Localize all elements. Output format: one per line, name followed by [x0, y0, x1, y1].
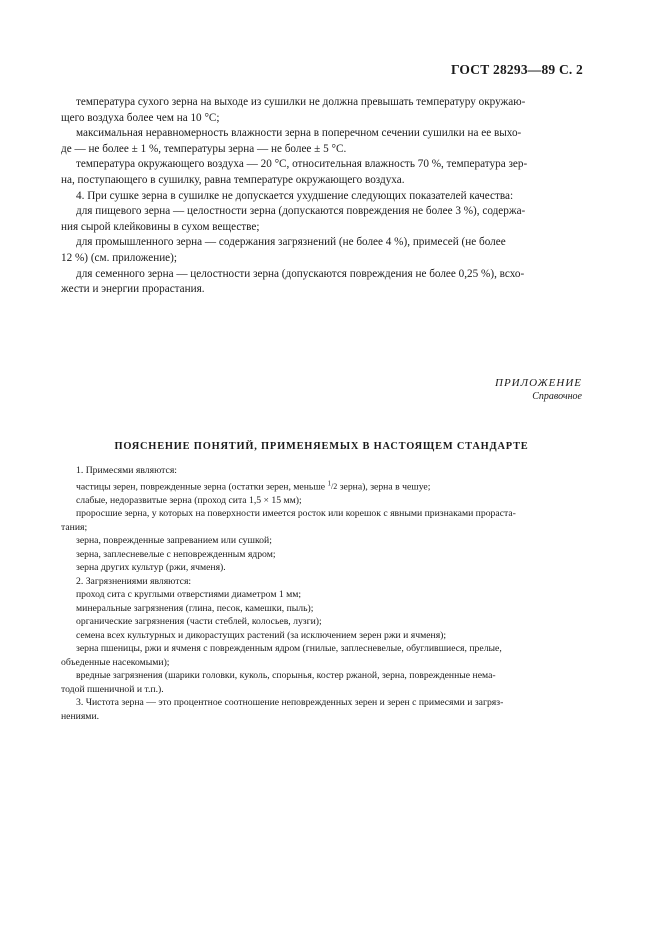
- fraction-numerator: 1: [327, 479, 332, 488]
- text-line: 4. При сушке зерна в сушилке не допускается ухудшение следующих показателей качества:: [76, 189, 514, 202]
- text-line: де — не более ± 1 %, температуры зерна — не более ± 5 °С.: [61, 142, 347, 155]
- text-line: семена всех культурных и дикорастущих растений (за исключением зерен ржи и ячменя);: [76, 629, 447, 641]
- text-fragment: частицы зерен, поврежденные зерна (остатки зерен, меньше: [76, 481, 328, 493]
- text-line: нениями.: [61, 710, 100, 722]
- text-line: вредные загрязнения (шарики головки, куколь, спорынья, костер ржаной, зерна, поврежденные нема-: [76, 670, 496, 682]
- text-line: для семенного зерна — целостности зерна (допускаются повреждения не более 0,25 %), всхо-: [76, 267, 525, 280]
- text-fragment: зерна), зерна в чешуе;: [337, 481, 431, 493]
- text-line: температура окружающего воздуха — 20 °С, относительная влажность 70 %, температура зер-: [76, 158, 528, 171]
- text-line: для промышленного зерна — содержания загрязнений (не более 4 %), примесей (не более: [76, 236, 506, 249]
- text-line: проход сита с круглыми отверстиями диаметром 1 мм;: [76, 589, 302, 601]
- fraction-denominator: /2: [331, 482, 338, 492]
- text-line: для пищевого зерна — целостности зерна (допускаются повреждения не более 3 %), содержа-: [76, 205, 526, 218]
- section-definitions: [61, 464, 582, 723]
- text-line: 3. Чистота зерна — это процентное соотношение неповрежденных зерен и зерен с примесями и загряз-: [76, 697, 504, 709]
- text-line: ния сырой клейковины в сухом веществе;: [61, 220, 260, 233]
- text-line: органические загрязнения (части стеблей, колосьев, лузги);: [76, 616, 322, 628]
- text-line: объеденные насекомыми);: [61, 656, 170, 668]
- fraction-half: [327, 479, 338, 492]
- text-line: зерна, заплесневелые с неповрежденным ядром;: [76, 548, 276, 560]
- text-line: максимальная неравномерность влажности зерна в поперечном сечении сушилки на ее выхо-: [76, 127, 522, 140]
- text-line: щего воздуха более чем на 10 °С;: [61, 111, 220, 124]
- text-line: температура сухого зерна на выходе из сушилки не должна превышать температуру окружаю-: [76, 96, 526, 108]
- appendix-subtitle: Справочное: [532, 391, 582, 402]
- text-line: зерна, поврежденные запреванием или сушкой;: [76, 535, 272, 547]
- appendix-title: ПРИЛОЖЕНИЕ: [495, 377, 582, 389]
- text-line: тодой пшеничной и т.п.).: [61, 683, 164, 695]
- text-line: слабые, недоразвитые зерна (проход сита 1,5 × 15 мм);: [76, 494, 302, 506]
- text-line: зерна других культур (ржи, ячменя).: [76, 562, 226, 574]
- text-line: минеральные загрязнения (глина, песок, камешки, пыль);: [76, 602, 314, 614]
- text-line: [61, 478, 582, 494]
- text-line: проросшие зерна, у которых на поверхности имеется росток или корешок с явными признаками прораста-: [76, 508, 516, 520]
- text-line: зерна пшеницы, ржи и ячменя с поврежденным ядром (гнилые, заплесневелые, обуглившиеся, прелые,: [76, 643, 502, 655]
- appendix-heading: ПОЯСНЕНИЕ ПОНЯТИЙ, ПРИМЕНЯЕМЫХ В НАСТОЯЩЕМ СТАНДАРТЕ: [114, 441, 529, 452]
- text-line: на, поступающего в сушилку, равна температуре окружающего воздуха.: [61, 173, 405, 186]
- text-line: жести и энергии прорастания.: [61, 283, 205, 296]
- section-drying-requirements: [61, 95, 582, 298]
- page-header: ГОСТ 28293—89 С. 2: [450, 62, 583, 77]
- text-line: тания;: [61, 521, 88, 533]
- text-line: 2. Загрязнениями являются:: [76, 575, 192, 587]
- text-line: 12 %) (см. приложение);: [61, 251, 177, 264]
- text-line: 1. Примесями являются:: [76, 465, 177, 476]
